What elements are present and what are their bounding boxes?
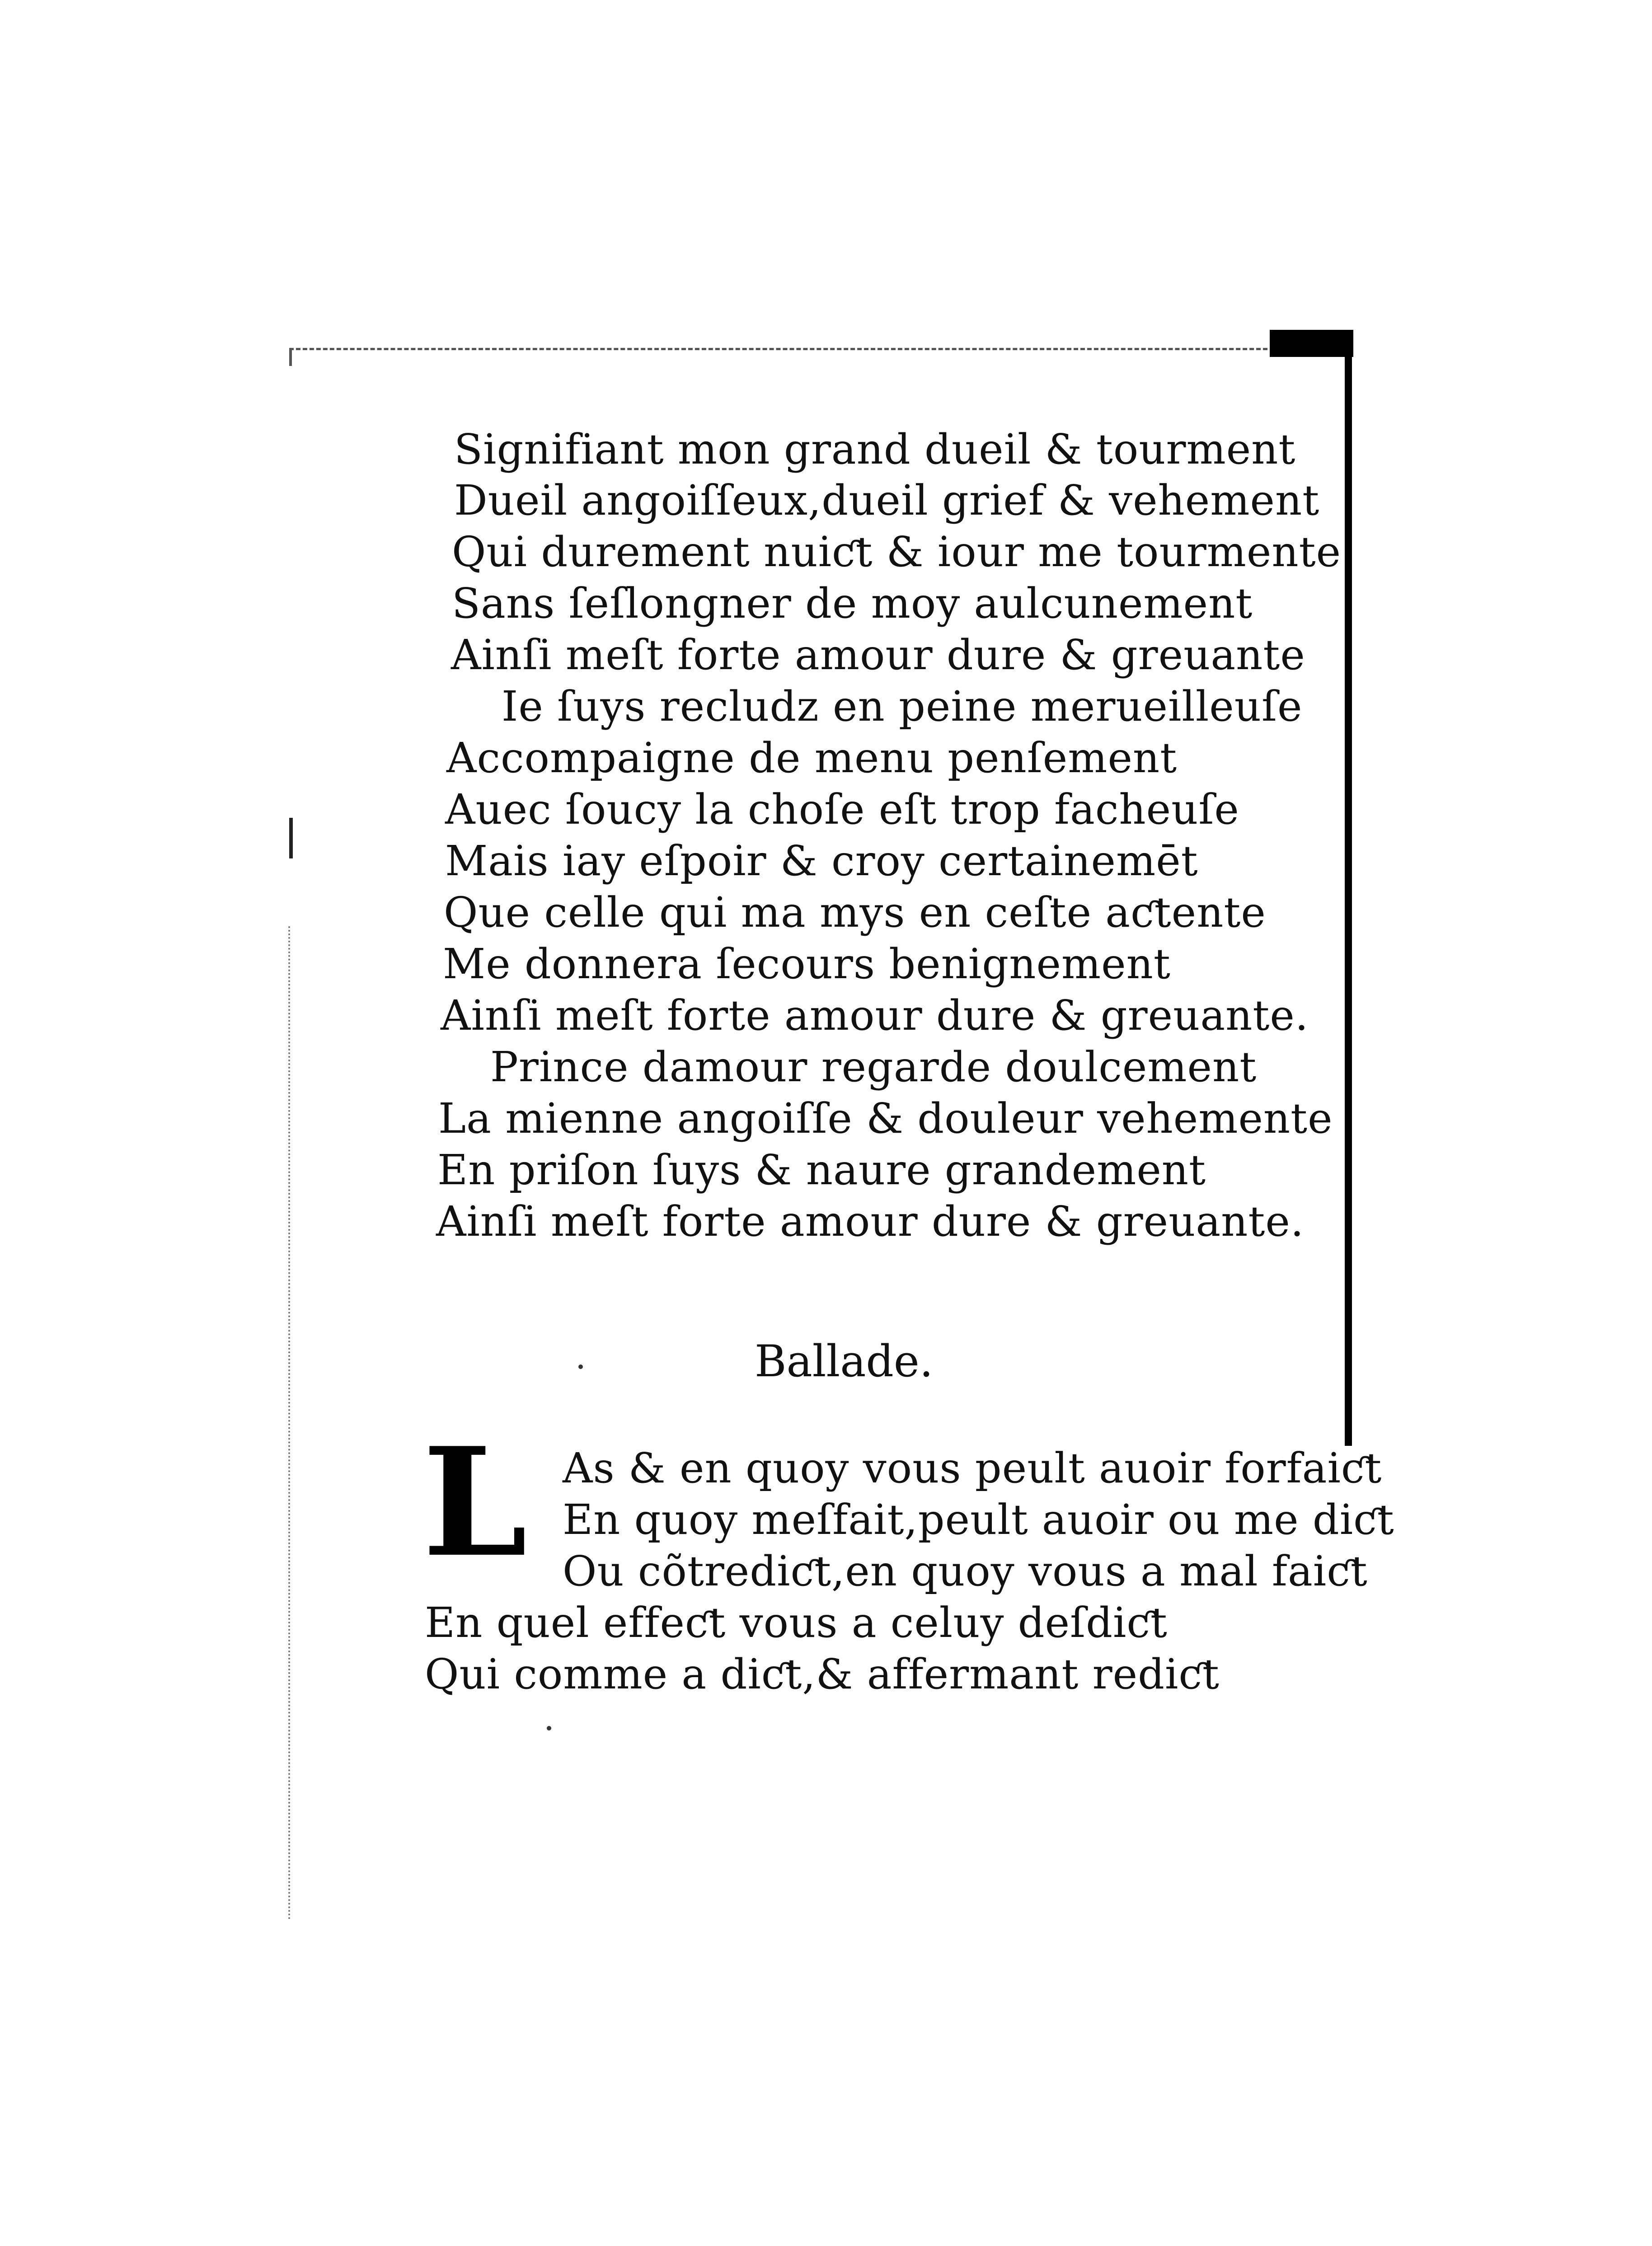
- verse-line: Ainſi meſt forte amour dure & greuante.: [441, 991, 1309, 1040]
- ballade-heading: Ballade.: [755, 1336, 934, 1387]
- verse-line: Qui durement nuiƈt & iour me tourmente: [452, 528, 1342, 576]
- drop-cap: L: [422, 1415, 528, 1590]
- verse-line: En quoy meſfait,peult auoir ou me diƈt: [563, 1496, 1394, 1544]
- verse-line: Me donnera ſecours benignement: [443, 940, 1171, 988]
- verse-line: Ou cõtrediƈt,en quoy vous a mal faiƈt: [563, 1547, 1368, 1595]
- verse-line: La mienne angoiſſe & douleur vehemente: [438, 1094, 1333, 1143]
- verse-line: Dueil angoiſſeux,dueil grief & vehement: [454, 476, 1320, 525]
- verse-line: Ainſi meſt forte amour dure & greuante: [451, 631, 1305, 679]
- verse-line: En priſon ſuys & naure grandement: [437, 1146, 1206, 1194]
- ink-speck: [547, 1726, 551, 1730]
- verse-line: Que celle qui ma mys en ceſte aƈtente: [444, 888, 1266, 937]
- verse-line: As & en quoy vous peult auoir forfaiƈt: [563, 1444, 1382, 1492]
- verse-line: Signifiant mon grand dueil & tourment: [454, 425, 1296, 474]
- verse-line: Ainſi meſt forte amour dure & greuante.: [436, 1197, 1305, 1246]
- verse-line: Mais iay eſpoir & croy certainemēt: [445, 837, 1198, 885]
- verse-line: En quel effeƈt vous a celuy deſdiƈt: [425, 1599, 1168, 1647]
- verse-line: Accompaigne de menu penſement: [446, 734, 1178, 782]
- verse-line: Sans ſeſlongner de moy aulcunement: [452, 579, 1253, 628]
- verse-line: Ie ſuys recludz en peine merueilleuſe: [502, 682, 1303, 731]
- verse-line: Qui comme a diƈt,& affermant rediƈt: [425, 1650, 1220, 1698]
- verse-line: Auec ſoucy la choſe eſt trop facheuſe: [445, 785, 1239, 834]
- ink-speck: [578, 1364, 583, 1369]
- verse-line: Prince damour regarde doulcement: [490, 1043, 1257, 1091]
